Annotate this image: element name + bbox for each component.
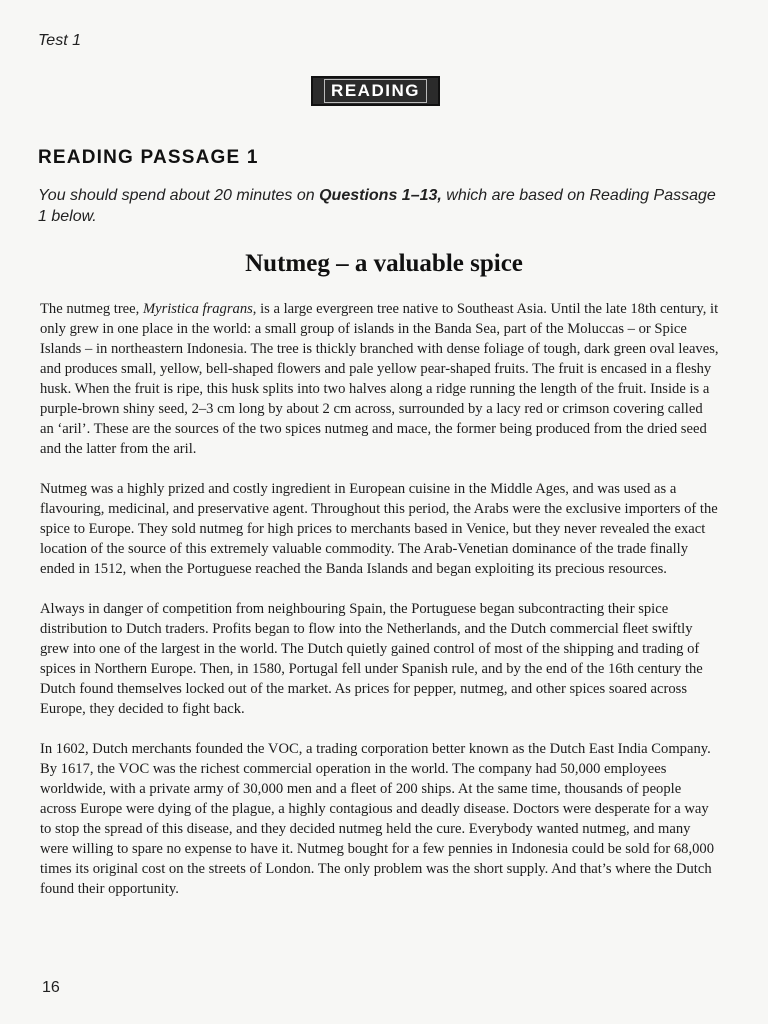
instruction-suffix: which are based on Reading Passage 1 below. (38, 187, 716, 225)
passage-heading: READING PASSAGE 1 (38, 147, 259, 168)
passage-body (40, 299, 720, 919)
paragraph-3: Always in danger of competition from neighbouring Spain, the Portuguese began subcontracting their spice distribution to Dutch traders. Profits began to flow into the Netherlands, and the Dutch commercial fleet swiftly grew into one of the largest in the world. The Dutch quietly gained control of most of the shipping and trading of spices in Northern Europe. Then, in 1580, Portugal fell under Spanish rule, and by the end of the 16th century the Dutch found themselves locked out of the market. As prices for pepper, nutmeg, and other spices soared across Europe, they decided to fight back. (40, 601, 703, 717)
paragraph-4: In 1602, Dutch merchants founded the VOC, a trading corporation better known as the Dutch East India Company. By 1617, the VOC was the richest commercial operation in the world. The company had 50,000 employees worldwide, with a private army of 30,000 men and a fleet of 200 ships. At the same time, thousands of people across Europe were dying of the plague, a highly contagious and deadly disease. Doctors were desperate for a way to stop the spread of this disease, and they decided nutmeg held the cure. Everybody wanted nutmeg, and many were willing to spare no expense to have it. Nutmeg bought for a few pennies in Indonesia could be sold for 68,000 times its original cost on the streets of London. The only problem was the short supply. And that’s where the Dutch found their opportunity. (40, 741, 714, 897)
page-number: 16 (42, 979, 60, 996)
test-label: Test 1 (38, 32, 81, 49)
passage-title: Nutmeg – a valuable spice (245, 250, 523, 277)
paragraph-1 (40, 299, 720, 459)
instruction-text (38, 185, 718, 227)
section-badge-label: READING (324, 79, 427, 103)
paragraph-2: Nutmeg was a highly prized and costly ingredient in European cuisine in the Middle Ages, and was used as a flavouring, medicinal, and preservative agent. Throughout this period, the Arabs were the exclusive importers of the spice to Europe. They sold nutmeg for high prices to merchants based in Venice, but they never revealed the exact location of the source of this extremely valuable commodity. The Arab-Venetian dominance of the trade finally ended in 1512, when the Portuguese reached the Banda Islands and began exploiting its precious resources. (40, 481, 718, 577)
instruction-prefix: You should spend about 20 minutes on (38, 187, 320, 204)
section-badge (311, 76, 440, 106)
paragraph-1-start: The nutmeg tree, (40, 301, 143, 317)
paragraph-1-rest: , is a large evergreen tree native to Southeast Asia. Until the late 18th century, it only grew in one place in the world: a small group of islands in the Banda Sea, part of the Moluccas – or Spice Islands – in northeastern Indonesia. The tree is thickly branched with dense foliage of tough, dark green oval leaves, and produces small, yellow, bell-shaped flowers and pale yellow pear-shaped fruits. The fruit is encased in a fleshy husk. When the fruit is ripe, this husk splits into two halves along a ridge running the length of the fruit. Inside is a purple-brown shiny seed, 2–3 cm long by about 2 cm across, surrounded by a lacy red or crimson covering called an ‘aril’. These are the sources of the two spices nutmeg and mace, the former being produced from the dried seed and the latter from the aril. (40, 301, 719, 457)
species-name: Myristica fragrans (142, 301, 253, 317)
instruction-questions: Questions 1–13, (319, 187, 442, 204)
